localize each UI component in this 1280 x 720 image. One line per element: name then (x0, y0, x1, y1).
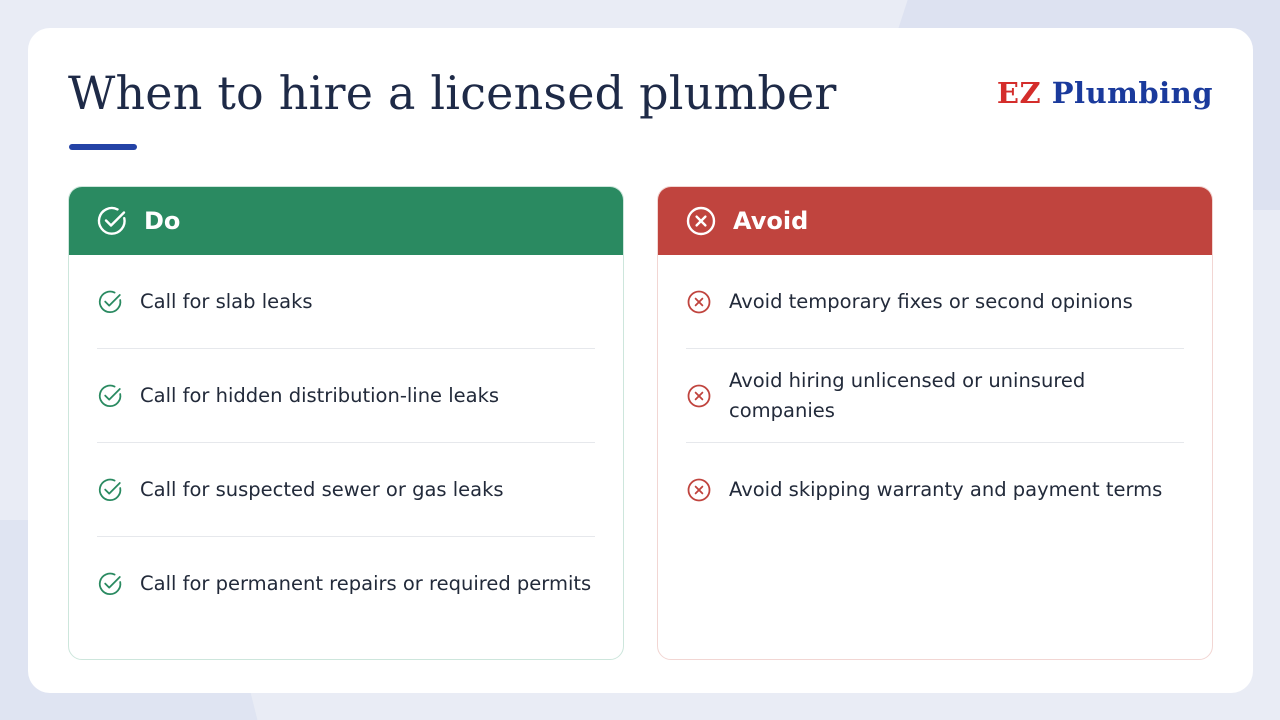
avoid-list-item (686, 349, 1184, 443)
do-list-item (97, 349, 595, 443)
logo-name-text: Plumbing (1051, 76, 1213, 110)
x-circle-icon (686, 477, 712, 503)
title-underline (69, 144, 137, 150)
do-list-item (97, 537, 595, 631)
check-circle-icon (97, 477, 123, 503)
avoid-panel-header (658, 187, 1212, 255)
check-circle-icon (97, 571, 123, 597)
x-circle-icon (685, 205, 717, 237)
avoid-list-item (686, 443, 1184, 537)
do-list (69, 255, 623, 631)
slide-card (28, 28, 1253, 693)
avoid-item-text: Avoid hiring unlicensed or uninsured companies (729, 368, 1086, 422)
avoid-panel (657, 186, 1213, 660)
check-circle-icon (97, 289, 123, 315)
check-circle-icon (96, 205, 128, 237)
avoid-panel-title: Avoid (733, 207, 809, 235)
logo-ez-text: EZ (996, 76, 1042, 110)
do-item-text: Call for suspected sewer or gas leaks (140, 477, 504, 501)
avoid-list (658, 255, 1212, 537)
do-item-text: Call for hidden distribution-line leaks (140, 383, 500, 407)
avoid-list-item (686, 255, 1184, 349)
avoid-item-text: Avoid skipping warranty and payment terms (729, 478, 1163, 501)
do-item-text: Call for slab leaks (140, 289, 313, 313)
page-title: When to hire a licensed plumber (68, 66, 837, 120)
do-item-text: Call for permanent repairs or required permits (140, 572, 592, 595)
do-panel-header (69, 187, 623, 255)
x-circle-icon (686, 289, 712, 315)
check-circle-icon (97, 383, 123, 409)
avoid-item-text: Avoid temporary fixes or second opinions (729, 289, 1133, 313)
do-list-item (97, 255, 595, 349)
do-panel (68, 186, 624, 660)
brand-logo (997, 76, 1213, 110)
x-circle-icon (686, 383, 712, 409)
do-list-item (97, 443, 595, 537)
do-panel-title: Do (144, 207, 181, 235)
